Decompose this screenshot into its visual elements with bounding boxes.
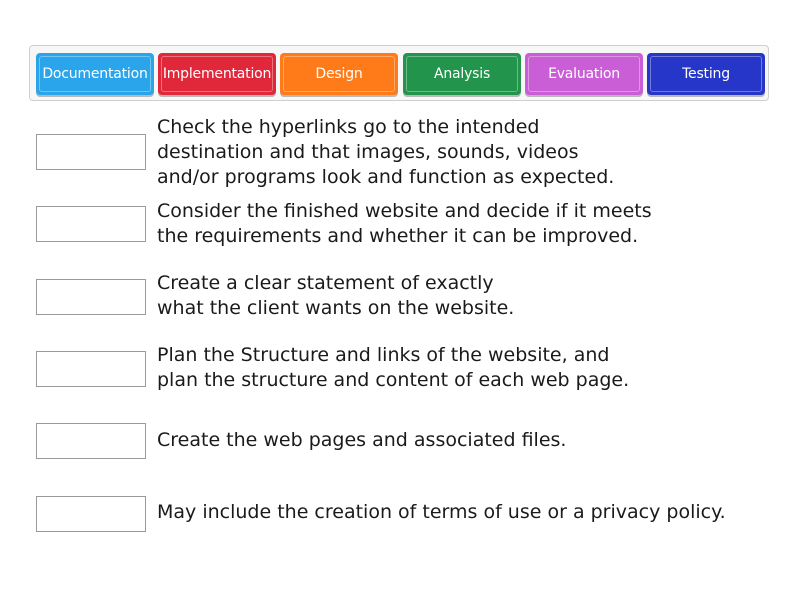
tile-documentation[interactable] [36, 53, 154, 95]
tile-testing[interactable] [647, 53, 765, 95]
row-description-5: Create the web pages and associated files. [157, 429, 567, 451]
tile-label: Evaluation [548, 66, 620, 82]
row-description-3: Create a clear statement of exactly what the client wants on the website. [157, 272, 515, 319]
tile-design[interactable] [280, 53, 398, 95]
tile-analysis[interactable] [403, 53, 521, 95]
drop-slot-1[interactable] [36, 134, 146, 170]
tile-implementation[interactable] [158, 53, 276, 95]
row-description-2: Consider the finished website and decide if it meets the requirements and whether it can be improved. [157, 200, 652, 247]
row-description-1: Check the hyperlinks go to the intended destination and that images, sounds, videos and/or programs look and function as expected. [157, 116, 615, 188]
drop-slot-5[interactable] [36, 423, 146, 459]
drop-slot-2[interactable] [36, 206, 146, 242]
answer-tray [29, 45, 769, 101]
row-description-6: May include the creation of terms of use or a privacy policy. [157, 501, 726, 523]
tile-label: Design [315, 66, 363, 82]
row-description-4: Plan the Structure and links of the website, and plan the structure and content of each web page. [157, 344, 630, 391]
drop-slot-4[interactable] [36, 351, 146, 387]
tile-label: Analysis [433, 66, 491, 82]
drop-slot-6[interactable] [36, 496, 146, 532]
tile-label: Implementation [162, 66, 272, 82]
tile-evaluation[interactable] [525, 53, 643, 95]
tile-label: Testing [682, 66, 730, 82]
tile-label: Documentation [42, 66, 148, 82]
drop-slot-3[interactable] [36, 279, 146, 315]
